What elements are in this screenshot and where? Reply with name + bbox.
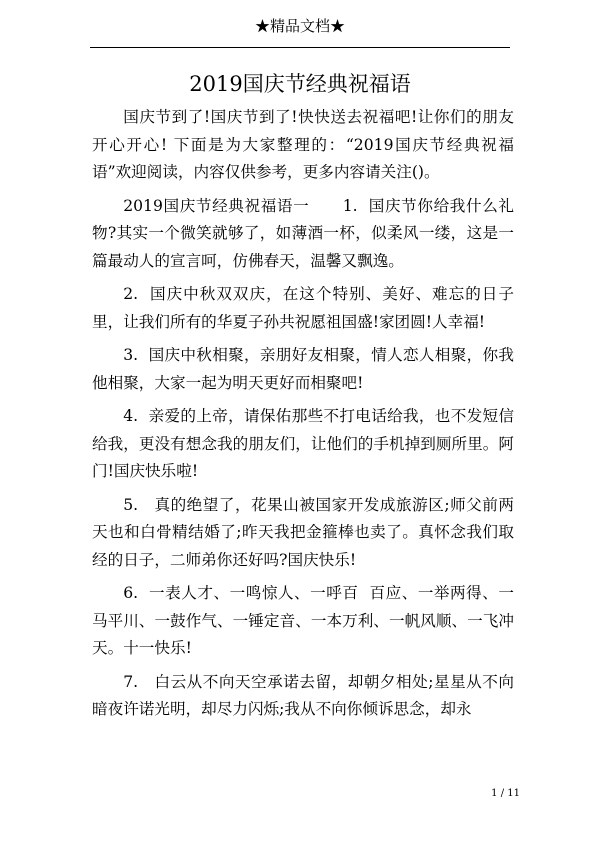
paragraph-1: 2019国庆节经典祝福语一 1. 国庆节你给我什么礼物?其实一个微笑就够了，如薄酒一杯，似柔风一缕，这是一篇最动人的宣言呵，仿佛春天，温馨又飘逸。 [92,196,514,270]
page-number: 1 / 11 [491,788,520,799]
paragraph-6: 6. 一表人才、一鸣惊人、一呼百 百应、一举两得、一马平川、一鼓作气、一锤定音、一本万利、一帆风顺、一飞冲天。十一快乐! [92,584,514,657]
paragraph-7: 7. 白云从不向天空承诺去留，却朝夕相处;星星从不向暗夜许诺光明，却尽力闪烁;我从不向你倾诉思念，却永 [92,672,514,718]
paragraph-3: 3. 国庆中秋相聚，亲朋好友相聚，情人恋人相聚，你我他相聚，大家一起为明天更好而相聚吧! [92,346,514,392]
paragraph-2: 2. 国庆中秋双双庆，在这个特别、美好、难忘的日子里，让我们所有的华夏子孙共祝愿祖国盛!家团圆!人幸福! [92,285,514,331]
paragraph-4: 4. 亲爱的上帝，请保佑那些不打电话给我，也不发短信给我，更没有想念我的朋友们，让他们的手机掉到厕所里。阿门!国庆快乐啦! [92,407,514,480]
page-header: ★精品文档★ [254,17,345,35]
paragraph-intro: 国庆节到了!国庆节到了!快快送去祝福吧!让你们的朋友开心开心! 下面是为大家整理的：“2019国庆节经典祝福语”欢迎阅读，内容仅供参考，更多内容请关注()。 [92,108,514,181]
document-title: 2019国庆节经典祝福语 [189,72,411,96]
header-divider [90,47,510,48]
paragraph-5: 5. 真的绝望了，花果山被国家开发成旅游区;师父前两天也和白骨精结婚了;昨天我把金箍棒也卖了。真怀念我们取经的日子，二师弟你还好吗?国庆快乐! [92,495,514,569]
document-body [92,104,514,730]
